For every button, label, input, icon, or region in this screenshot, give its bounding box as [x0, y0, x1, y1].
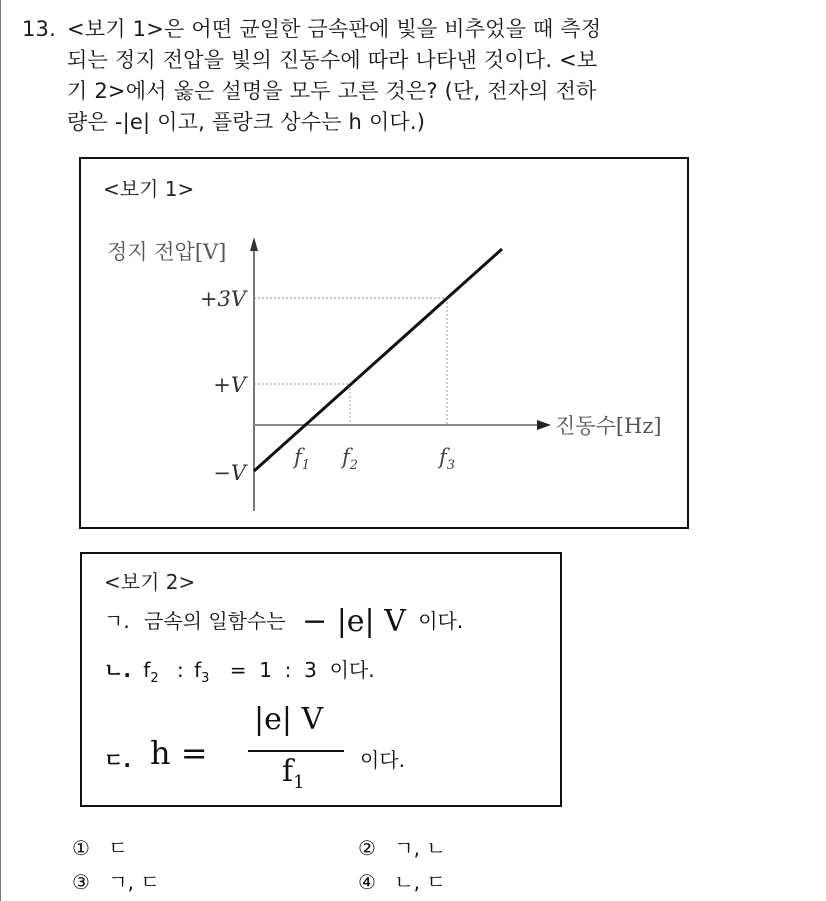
statement-b-f2: $f_2$	[143, 658, 159, 686]
choice-4[interactable]	[358, 866, 446, 895]
choice-1-number: ①	[72, 836, 90, 860]
example-box-1	[79, 157, 689, 529]
question-text-line-4: 량은 -|e| 이고, 플랑크 상수는 h 이다.)	[67, 110, 426, 134]
choice-3[interactable]	[72, 866, 160, 895]
statement-c-suffix: 이다.	[360, 748, 405, 772]
x-tick-f2: $f_2$	[342, 445, 359, 473]
choice-3-number: ③	[72, 870, 90, 894]
choice-2[interactable]	[358, 832, 446, 861]
box2-title: <보기 2>	[104, 570, 196, 594]
statement-c-marker: ㄷ.	[104, 748, 131, 772]
statement-c-numerator: |e| V	[254, 702, 324, 737]
choice-1[interactable]	[72, 832, 128, 861]
question-text-line-2: 되는 정지 전압을 빛의 진동수에 따라 나타낸 것이다. <보	[67, 48, 598, 72]
y-tick-3v: +3V	[199, 287, 246, 311]
voltage-line	[254, 249, 502, 471]
stopping-voltage-graph	[81, 159, 687, 527]
statement-c-lhs: h =	[150, 734, 208, 772]
question-number: 13.	[22, 17, 56, 41]
choice-2-number: ②	[358, 836, 376, 860]
statement-b	[104, 654, 375, 686]
choice-4-text: ㄴ, ㄷ	[394, 870, 446, 894]
question-text-line-3: 기 2>에서 옳은 설명을 모두 고른 것은? (단, 전자의 전하	[67, 79, 597, 103]
statement-b-colon: :	[176, 658, 184, 682]
statement-c-denominator: $f_1$	[282, 754, 305, 793]
y-axis-label: 정지 전압[V]	[107, 240, 227, 264]
box1-title: <보기 1>	[103, 177, 195, 201]
page-left-border	[0, 0, 1, 901]
statement-a-math: − |e| V	[302, 604, 406, 639]
statement-a	[104, 604, 463, 639]
y-tick-neg-v: −V	[213, 461, 246, 485]
fraction-bar	[248, 750, 344, 752]
choice-1-text: ㄷ	[108, 836, 128, 860]
statement-a-text: 금속의 일함수는	[144, 609, 286, 633]
choice-3-text: ㄱ, ㄷ	[108, 870, 160, 894]
statement-b-marker: ㄴ.	[104, 658, 131, 682]
statement-a-marker: ㄱ.	[104, 609, 130, 633]
statement-a-suffix: 이다.	[418, 609, 464, 633]
x-tick-f1: $f_1$	[294, 445, 311, 473]
choice-4-number: ④	[358, 870, 376, 894]
example-box-2	[80, 552, 562, 807]
x-axis-arrow-icon	[537, 420, 551, 430]
y-tick-v: +V	[213, 373, 246, 397]
y-axis-arrow-icon	[250, 237, 258, 251]
x-tick-f3: $f_3$	[439, 445, 456, 473]
x-axis-label: 진동수[Hz]	[555, 414, 662, 438]
statement-b-f3: $f_3$	[194, 658, 210, 686]
question-text-line-1: <보기 1>은 어떤 균일한 금속판에 빛을 비추었을 때 측정	[67, 17, 602, 41]
choice-2-text: ㄱ, ㄴ	[394, 836, 446, 860]
statement-b-rest: = 1 : 3 이다.	[229, 658, 375, 682]
